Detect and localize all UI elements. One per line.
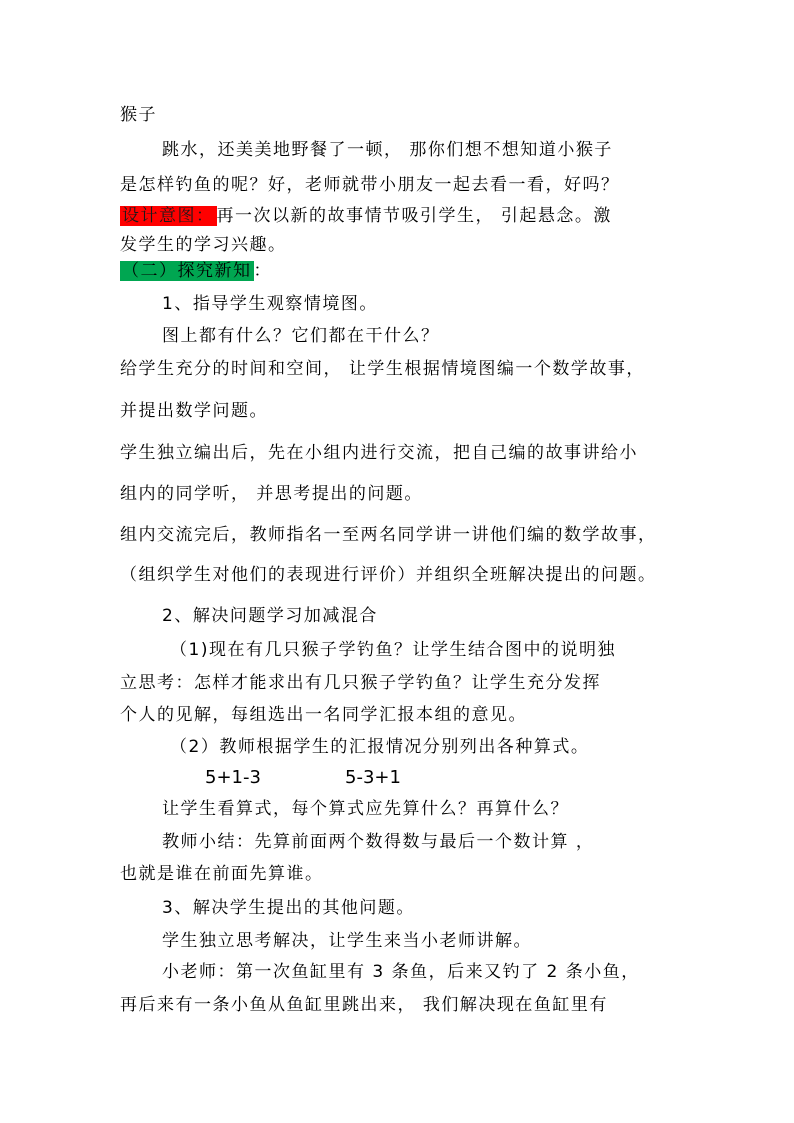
formula: 5+1-3 <box>205 767 261 788</box>
text-line: 让学生看算式，每个算式应先算什么？再算什么？ <box>162 799 569 819</box>
design-intent-line <box>120 204 612 228</box>
text-line: 组内交流完后，教师指名一至两名同学讲一讲他们编的数学故事， <box>120 525 657 545</box>
text-line: 小老师：第一次鱼缸里有 3 条鱼，后来又钓了 2 条小鱼， <box>162 962 640 982</box>
text-line: 立思考：怎样才能求出有几只猴子学钓鱼？让学生充分发挥 <box>120 673 601 693</box>
section-heading <box>120 259 272 283</box>
list-item: 1、指导学生观察情境图。 <box>162 294 378 314</box>
formula: 5-3+1 <box>345 767 401 788</box>
section-title: （二）探究新知 <box>122 261 252 281</box>
text-line: 并提出数学问题。 <box>120 401 268 421</box>
text-line: 再后来有一条小鱼从鱼缸里跳出来， 我们解决现在鱼缸里有 <box>120 995 608 1015</box>
list-item: 2、解决问题学习加减混合 <box>162 606 378 626</box>
text-line: 教师小结：先算前面两个数得数与最后一个数计算 ， <box>162 832 595 852</box>
text-line: 学生独立编出后，先在小组内进行交流，把自己编的故事讲给小 <box>120 443 638 463</box>
text-line: 也就是谁在前面先算谁。 <box>120 864 324 884</box>
text-line: 给学生充分的时间和空间， 让学生根据情境图编一个数学故事， <box>120 359 645 379</box>
text-line: （2）教师根据学生的汇报情况分别列出各种算式。 <box>170 737 590 757</box>
text-line: （1)现在有几只猴子学钓鱼？让学生结合图中的说明独 <box>170 640 616 660</box>
text-line: 跳水，还美美地野餐了一顿， 那你们想不想知道小猴子 <box>162 140 613 160</box>
section-title-colon: ： <box>253 261 272 281</box>
text-line: 是怎样钓鱼的呢？好，老师就带小朋友一起去看一看，好吗？ <box>120 175 620 195</box>
design-intent-text: 再一次以新的故事情节吸引学生， 引起悬念。激 <box>216 206 612 226</box>
text-line: 发学生的学习兴趣。 <box>120 235 287 255</box>
list-item: 3、解决学生提出的其他问题。 <box>162 898 415 918</box>
design-intent-label: 设计意图： <box>122 206 215 226</box>
text-line: 猴子 <box>120 105 157 125</box>
text-line: 图上都有什么？它们都在干什么？ <box>162 326 440 346</box>
text-line: （组织学生对他们的表现进行评价）并组织全班解决提出的问题。 <box>120 565 657 585</box>
text-line: 组内的同学听， 并思考提出的问题。 <box>120 484 423 504</box>
text-line: 学生独立思考解决，让学生来当小老师讲解。 <box>162 931 532 951</box>
text-line: 个人的见解，每组选出一名同学汇报本组的意见。 <box>120 705 527 725</box>
